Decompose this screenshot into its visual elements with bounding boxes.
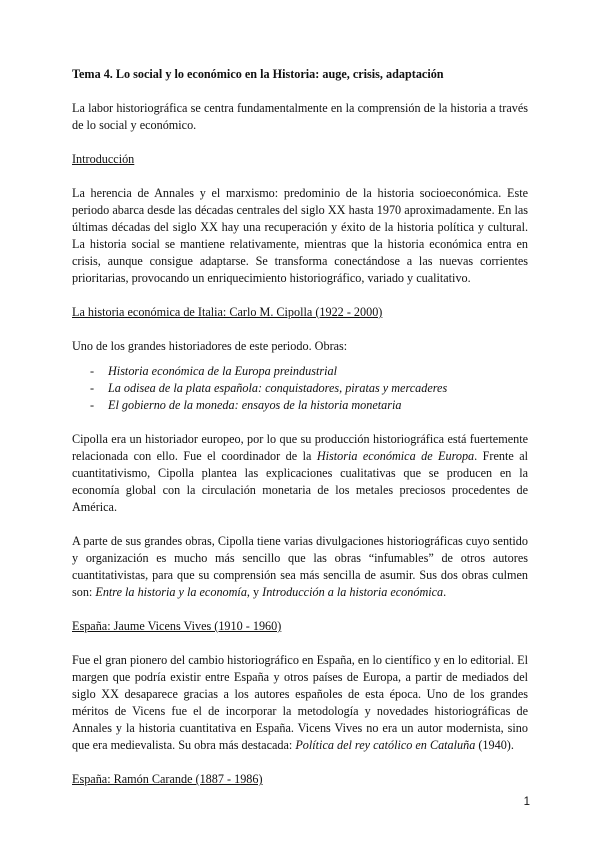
bullet-dash: - xyxy=(90,398,95,412)
book-title: Política del rey católico en Cataluña xyxy=(295,738,476,752)
text-run: (1940). xyxy=(475,738,514,752)
introduccion-paragraph: La herencia de Annales y el marxismo: predominio de la historia socioeconómica. Este periodo abarca desde las décadas centrales del siglo XX hasta 1970 aproximadamente. En las últimas décadas del siglo XX hay una recuperación y éxito de la historia política y cultural. La historia social se mantiene relativamente, mientras que la historia económica entra en crisis, aunque consigue adaptarse. Se transforma conectándose a las nuevas corrientes prioritarias, provocando un enriquecimiento historiográfico, variado y cualitativo. xyxy=(72,186,528,285)
list-item xyxy=(72,397,528,414)
text-run: . xyxy=(443,585,447,599)
heading-carande: España: Ramón Carande (1887 - 1986) xyxy=(72,772,263,786)
heading-cipolla: La historia económica de Italia: Carlo M. Cipolla (1922 - 2000) xyxy=(72,305,383,319)
cipolla-works-list xyxy=(72,363,528,414)
list-item xyxy=(72,380,528,397)
text-run: Fue el gran pionero del cambio historiográfico en España, en lo científico y en lo editorial. El margen que podría existir entre España y otros países de Europa, a partir de mediados del siglo XX desaparece gracias a los autores españoles de esta época. Uno de los grandes méritos de Vicens fue el de incorporar la metodología y novedades historiográficas de Annales y la historia cuantitativa en España. Vicens Vives no era un autor modernista, sino que era medievalista. Su obra más destacada: xyxy=(72,653,528,752)
book-title: Historia económica de Europa xyxy=(316,449,475,463)
heading-introduccion: Introducción xyxy=(72,152,135,166)
document-title: Tema 4. Lo social y lo económico en la Historia: auge, crisis, adaptación xyxy=(72,67,444,81)
text-run: Cipolla era un historiador europeo, por lo que su producción historiográfica está fuertemente relacionada con ello. Fue el coordinador de la xyxy=(72,432,528,463)
work-title: Historia económica de la Europa preindustrial xyxy=(108,364,337,378)
book-title: Introducción a la historia económica xyxy=(262,585,444,599)
cipolla-paragraph-2 xyxy=(72,533,528,601)
cipolla-works-intro: Uno de los grandes historiadores de este periodo. Obras: xyxy=(72,339,348,353)
work-title: La odisea de la plata española: conquistadores, piratas y mercaderes xyxy=(108,381,448,395)
bullet-dash: - xyxy=(90,381,95,395)
text-run: A parte de sus grandes obras, Cipolla tiene varias divulgaciones historiográficas cuyo sentido y organización es mucho más sencillo que las obras “infumables” de otros autores cuantitativistas, para que su comprensión sea más sencilla de asumir. Sus dos obras culmen son: xyxy=(72,534,528,599)
intro-paragraph: La labor historiográfica se centra fundamentalmente en la comprensión de la historia a través de lo social y económico. xyxy=(72,101,528,132)
book-title: Entre la historia y la economía xyxy=(95,585,247,599)
text-run: , y xyxy=(246,585,263,599)
heading-vicens: España: Jaume Vicens Vives (1910 - 1960) xyxy=(72,619,282,633)
text-run: . Frente al cuantitativismo, Cipolla plantea las explicaciones cualitativas que se producen en la economía global con la circulación monetaria de los metales preciosos procedentes de América. xyxy=(72,449,528,514)
page-number: 1 xyxy=(523,796,530,808)
bullet-dash: - xyxy=(90,364,95,378)
list-item xyxy=(72,363,528,380)
vicens-paragraph xyxy=(72,652,528,754)
work-title: El gobierno de la moneda: ensayos de la historia monetaria xyxy=(108,398,402,412)
page-content xyxy=(72,66,528,788)
cipolla-paragraph-1 xyxy=(72,431,528,516)
